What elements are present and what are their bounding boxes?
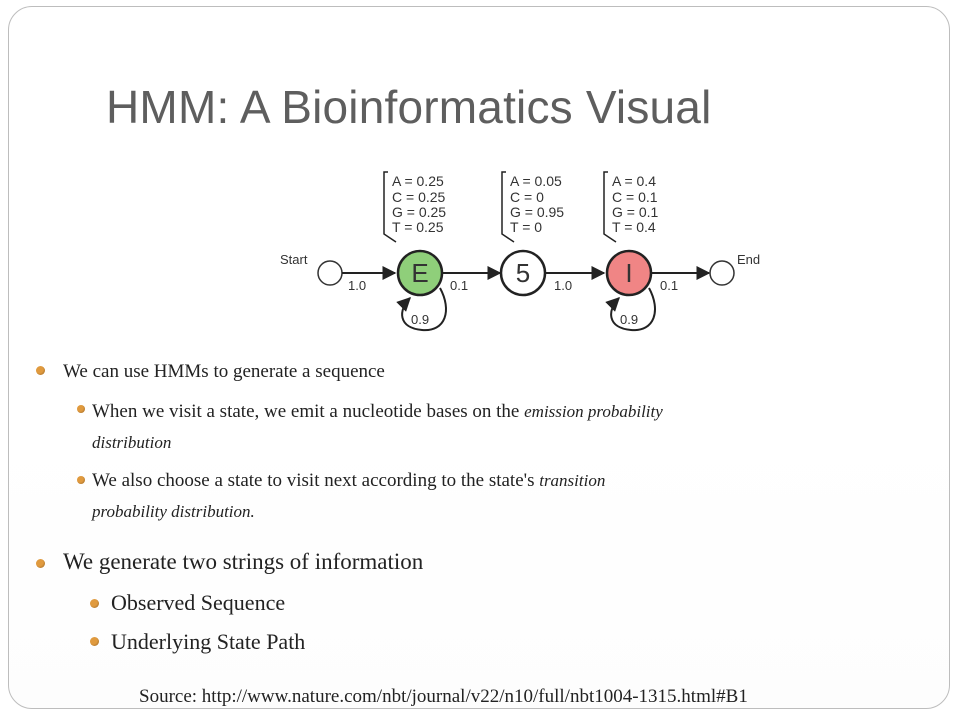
bullet-dot: [36, 366, 45, 375]
emission-I-2: G = 0.1: [612, 204, 659, 220]
bullet-dot: [90, 599, 99, 608]
end-node: [710, 261, 734, 285]
bullet-1a-text: When we visit a state, we emit a nucleotide bases on the: [92, 401, 525, 422]
bullet-1b-italic: transition: [539, 471, 606, 490]
emission-E-2: G = 0.25: [392, 204, 447, 220]
emission-box-I: [604, 172, 659, 242]
emission-I-0: A = 0.4: [612, 173, 656, 189]
slide-title: HMM: A Bioinformatics Visual: [106, 81, 712, 133]
emission-box-5: [502, 172, 564, 242]
bullet-1: We can use HMMs to generate a sequence: [63, 361, 385, 382]
bullet-dot: [36, 559, 45, 568]
emission-E-3: T = 0.25: [392, 219, 444, 235]
bullet-dot: [77, 405, 85, 413]
emission-E-1: C = 0.25: [392, 189, 446, 205]
emission-E-0: A = 0.25: [392, 173, 444, 189]
emission-5-3: T = 0: [510, 219, 543, 235]
bullet-dot: [90, 637, 99, 646]
svg-text:I: I: [625, 258, 633, 288]
bullet-1b-italic-2: probability distribution.: [92, 502, 255, 521]
emission-5-2: G = 0.95: [510, 204, 565, 220]
bullet-2b: Underlying State Path: [111, 629, 306, 654]
bullet-1b-text: We also choose a state to visit next according to the state's: [92, 470, 540, 491]
svg-text:E: E: [411, 258, 429, 288]
emission-box-E: [384, 172, 446, 242]
emission-5-1: C = 0: [510, 189, 544, 205]
self-loop-I-prob: 0.9: [620, 312, 639, 327]
emission-5-0: A = 0.05: [510, 173, 562, 189]
bullet-1a: [92, 396, 832, 458]
bullet-dot: [77, 476, 85, 484]
state-I: [607, 251, 651, 295]
bullet-2: We generate two strings of information: [63, 549, 424, 574]
bullet-1a-italic: emission probability: [524, 402, 663, 421]
emission-I-3: T = 0.4: [612, 219, 656, 235]
prob-E-5: 0.1: [450, 278, 469, 293]
self-loop-E-prob: 0.9: [411, 312, 430, 327]
hmm-state-diagram: [270, 160, 790, 350]
start-node: [318, 261, 342, 285]
emission-I-1: C = 0.1: [612, 189, 658, 205]
state-5: [501, 251, 545, 295]
prob-I-end: 0.1: [660, 278, 679, 293]
source-citation: Source: http://www.nature.com/nbt/journal/v22/n10/full/nbt1004-1315.html#B1: [139, 686, 748, 707]
bullet-1a-italic-2: distribution: [92, 433, 172, 452]
prob-5-I: 1.0: [554, 278, 573, 293]
end-label: End: [737, 252, 761, 267]
start-label: Start: [280, 252, 308, 267]
bullet-1b: [92, 465, 832, 527]
state-E: [398, 251, 442, 295]
bullet-2a: Observed Sequence: [111, 590, 286, 615]
prob-start-E: 1.0: [348, 278, 367, 293]
svg-text:5: 5: [515, 258, 531, 288]
